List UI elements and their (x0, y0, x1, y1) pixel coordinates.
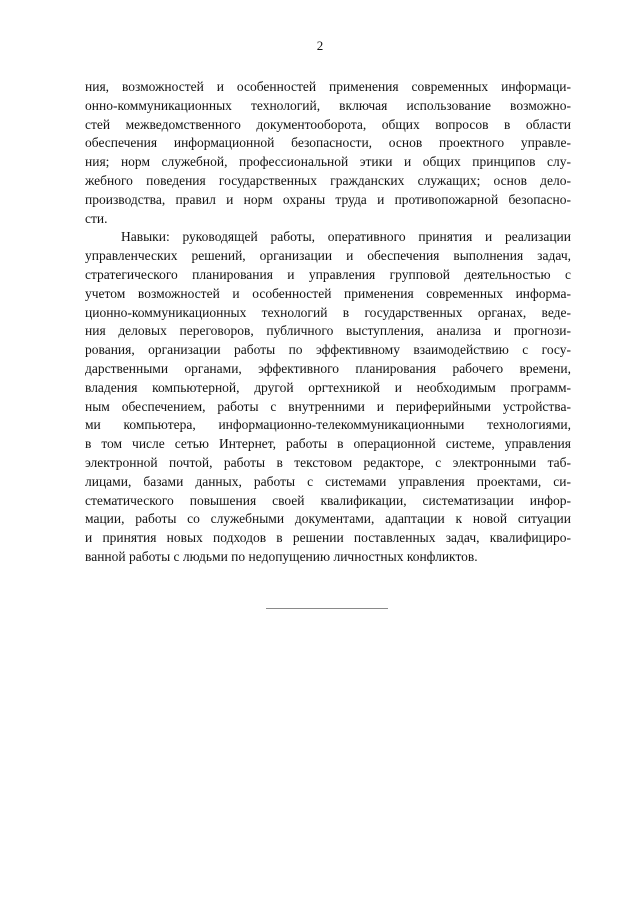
text-line: владения компьютерной, другой оргтехникой и необходимым программ- (85, 379, 571, 395)
text-line: лицами, базами данных, работы с системами управления проектами, си- (85, 473, 571, 489)
text-line: Навыки: руководящей работы, оперативного принятия и реализации (121, 229, 571, 245)
text-line: ния, возможностей и особенностей применения современных информаци- (85, 79, 571, 94)
paragraph-knowledge-continued (85, 78, 571, 228)
end-divider (266, 608, 388, 609)
text-line: стратегического планирования и управления групповой деятельностью с (85, 266, 571, 282)
text-line: управленческих решений, организации и обеспечения выполнения задач, (85, 248, 571, 264)
text-line: ванной работы с людьми по недопущению личностных конфликтов. (85, 548, 478, 564)
text-line: сти. (85, 210, 108, 226)
text-line: ния; норм служебной, профессиональной этики и общих принципов слу- (85, 154, 571, 170)
text-line: мации, работы со служебными документами, адаптации к новой ситуации (85, 511, 571, 527)
document-body (85, 78, 571, 567)
text-line: ми компьютера, информационно-телекоммуникационными технологиями, (85, 417, 571, 433)
text-line: ния деловых переговоров, публичного выступления, анализа и прогнози- (85, 323, 571, 339)
text-line: стематического повышения своей квалификации, систематизации инфор- (85, 492, 571, 508)
text-line: электронной почтой, работы в текстовом редакторе, с электронными таб- (85, 454, 571, 470)
page-number: 2 (316, 38, 324, 53)
text-line: в том числе сетью Интернет, работы в операционной системе, управления (85, 436, 571, 452)
text-line: стей межведомственного документооборота, общих вопросов в области (85, 116, 571, 132)
text-line: и принятия новых подходов в решении поставленных задач, квалифициро- (85, 530, 571, 546)
text-line: онно-коммуникационных технологий, включая использование возможно- (85, 97, 571, 113)
text-line: жебного поведения государственных гражданских служащих; основ дело- (85, 172, 571, 188)
paragraph-skills (85, 228, 571, 566)
text-line: ным обеспечением, работы с внутренними и периферийными устройства- (85, 398, 571, 414)
text-line: дарственными органами, эффективного планирования рабочего времени, (85, 360, 571, 376)
text-line: обеспечения информационной безопасности, основ проектного управле- (85, 135, 571, 151)
text-line: ционно-коммуникационных технологий в государственных органах, веде- (85, 304, 571, 320)
text-line: производства, правил и норм охраны труда и противопожарной безопасно- (85, 191, 571, 207)
text-line: рования, организации работы по эффективному взаимодействию с госу- (85, 342, 571, 358)
text-line: учетом возможностей и особенностей применения современных информа- (85, 285, 571, 301)
